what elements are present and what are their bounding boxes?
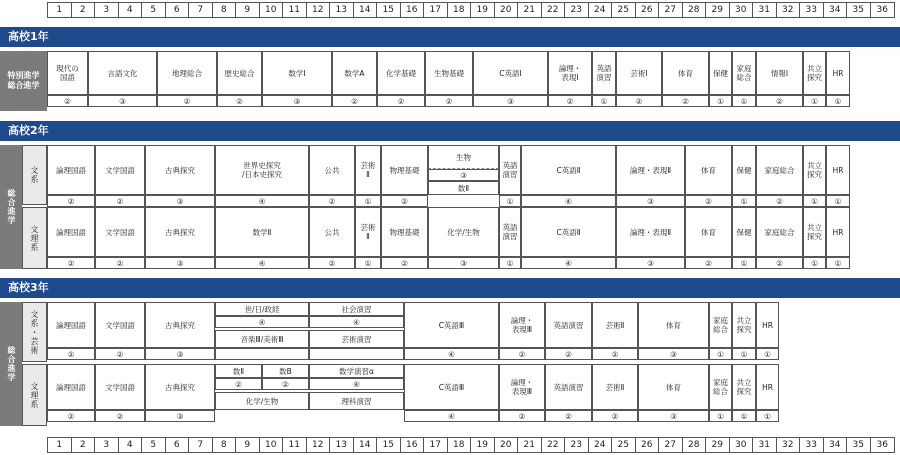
ruler-number: 29 [706,438,730,452]
ruler-number: 26 [636,438,660,452]
subject-cell: 化学基礎 [377,51,425,95]
year3-course-text: 総合進学 [7,346,16,382]
ruler-number: 32 [777,3,801,17]
credit-cell: ① [355,195,381,207]
subject-cell: 芸術Ⅱ [592,364,638,410]
subject-cell: 数学演習α [309,364,404,378]
ruler-number: 31 [753,3,777,17]
subject-cell: 英語演習 [545,302,592,348]
subject-cell: 家庭総合 [756,145,803,195]
ruler-number: 16 [401,438,425,452]
credit-cell: ① [732,410,756,422]
ruler-number: 34 [824,438,848,452]
ruler-number: 25 [612,3,636,17]
subject-cell: HR [756,364,779,410]
ruler-number: 26 [636,3,660,17]
credit-cell: ④ [404,348,499,360]
credit-cell: ③ [638,348,709,360]
credit-cell: ② [756,95,803,107]
ruler-number: 22 [542,3,566,17]
ruler-number: 5 [142,3,166,17]
credit-cell: ④ [521,257,616,269]
ruler-number: 20 [495,3,519,17]
subject-cell: 数学Ⅱ [215,207,309,257]
subject-cell: 体育 [662,51,709,95]
subject-cell: 論理・ 表現Ⅲ [499,302,545,348]
credit-cell: ② [545,348,592,360]
year2-sub-bunrikei [22,207,47,269]
credit-cell: ③ [145,195,215,207]
credit-cell: ② [662,95,709,107]
credit-cell: ② [616,95,662,107]
ruler-number: 12 [307,3,331,17]
subject-cell: 論理・表現Ⅱ [616,207,685,257]
ruler-number: 21 [518,438,542,452]
credit-cell: ① [732,257,756,269]
credit-cell: ④ [521,195,616,207]
subject-cell: 社会演習 [309,302,404,316]
credit-cell: ① [709,410,732,422]
credit-cell: ③ [145,257,215,269]
ruler-number: 30 [730,3,754,17]
subject-cell: 音楽Ⅲ/美術Ⅲ [215,330,309,348]
year1-course-label: 特別進学 総合進学 [0,51,47,111]
credit-cell: ③ [473,95,548,107]
subject-cell: 芸術 Ⅱ [355,145,381,195]
credit-cell: ① [756,410,779,422]
credit-cell: ③ [428,169,499,181]
credit-cell: ② [499,410,545,422]
credit-cell: ② [381,195,428,207]
subject-cell: 共立 探究 [803,207,826,257]
credit-cell: ① [732,95,756,107]
credit-cell: ② [332,95,377,107]
year2-sub-bunkei [22,145,47,205]
subject-cell: 英語演習 [545,364,592,410]
ruler-number: 33 [800,438,824,452]
subject-cell: 生物基礎 [425,51,473,95]
credit-cell: ④ [309,378,404,390]
subject-cell: 論理国語 [47,364,95,410]
ruler-number: 18 [448,438,472,452]
ruler-number: 19 [471,438,495,452]
credit-cell: ② [425,95,473,107]
year3-course-label [0,302,22,426]
ruler-number: 29 [706,3,730,17]
ruler-number: 35 [847,3,871,17]
credit-cell: ① [592,95,616,107]
subject-cell: 体育 [685,145,732,195]
ruler-number: 7 [189,3,213,17]
credit-cell: ② [592,410,638,422]
subject-cell: 文学国語 [95,145,145,195]
ruler-number: 1 [48,438,72,452]
ruler-number: 31 [753,438,777,452]
year2-course-label [0,145,22,269]
year3-sub-bunkei-geijutsu-text: 文系・芸術 [30,309,39,355]
ruler-number: 8 [213,438,237,452]
subject-cell: 数学A [332,51,377,95]
ruler-number: 5 [142,438,166,452]
subject-cell: 共立 探究 [732,302,756,348]
ruler-number: 3 [95,3,119,17]
ruler-number: 34 [824,3,848,17]
subject-cell: 家庭 総合 [709,302,732,348]
ruler-number: 8 [213,3,237,17]
ruler-number: 11 [283,3,307,17]
subject-cell: 公共 [309,207,355,257]
credit-cell: ④ [215,257,309,269]
credit-cell: ② [548,95,592,107]
subject-cell: 古典探究 [145,207,215,257]
credit-cell: ② [47,257,95,269]
ruler-number: 13 [330,438,354,452]
credit-cell: ① [803,257,826,269]
ruler-number: 6 [166,438,190,452]
subject-cell: 物理基礎 [381,207,428,257]
credit-cell: ③ [145,348,215,360]
ruler-number: 33 [800,3,824,17]
year1-banner: 高校1年 [0,27,900,47]
ruler-number: 28 [683,3,707,17]
credit-cell: ③ [616,257,685,269]
ruler-number: 27 [659,438,683,452]
credit-cell: ① [826,195,850,207]
subject-cell: 数Ⅱ [428,181,499,195]
ruler-number: 32 [777,438,801,452]
ruler-number: 15 [377,3,401,17]
subject-cell: 歴史総合 [217,51,262,95]
credit-cell: ② [685,257,732,269]
ruler-number: 4 [119,438,143,452]
subject-cell: 論理・表現Ⅱ [616,145,685,195]
credit-cell: ② [95,348,145,360]
subject-cell: C英語Ⅱ [521,145,616,195]
credit-cell: ② [756,195,803,207]
credit-cell [309,348,404,360]
subject-cell: 現代の 国語 [47,51,88,95]
subject-cell: 古典探究 [145,302,215,348]
credit-cell: ② [309,257,355,269]
ruler-number: 30 [730,438,754,452]
ruler-number: 13 [330,3,354,17]
subject-cell: 地理総合 [157,51,217,95]
ruler-number: 35 [847,438,871,452]
subject-cell: 家庭 総合 [709,364,732,410]
subject-cell: 数Ⅱ [215,364,262,378]
credit-cell: ③ [428,257,499,269]
credit-cell: ① [756,348,779,360]
credit-cell: ② [47,195,95,207]
subject-cell: 英語 演習 [499,145,521,195]
subject-cell: 化学/生物 [428,207,499,257]
subject-cell: 文学国語 [95,302,145,348]
ruler-number: 10 [260,3,284,17]
credit-cell: ② [95,410,145,422]
subject-cell: 芸術Ⅰ [616,51,662,95]
ruler-number: 23 [565,3,589,17]
subject-cell: 言語文化 [88,51,157,95]
credit-cell: ② [217,95,262,107]
subject-cell: 古典探究 [145,364,215,410]
credit-cell: ② [545,410,592,422]
subject-cell: 論理・ 表現Ⅲ [499,364,545,410]
subject-cell: 体育 [685,207,732,257]
subject-cell: 情報Ⅰ [756,51,803,95]
year3-sub-bunkei-geijutsu [22,302,47,362]
ruler-number: 24 [589,438,613,452]
subject-cell: 物理基礎 [381,145,428,195]
credit-cell: ② [381,257,428,269]
subject-cell: 文学国語 [95,207,145,257]
ruler-number: 11 [283,438,307,452]
subject-cell: HR [826,207,850,257]
ruler-number: 20 [495,438,519,452]
subject-cell: 体育 [638,302,709,348]
credit-cell: ② [47,410,95,422]
subject-cell: 家庭総合 [756,207,803,257]
subject-cell: 文学国語 [95,364,145,410]
credit-cell: ① [355,257,381,269]
subject-cell: 芸術Ⅱ [592,302,638,348]
ruler-number: 2 [72,3,96,17]
ruler-number: 14 [354,438,378,452]
subject-cell: 保健 [709,51,732,95]
subject-cell: 数学Ⅰ [262,51,332,95]
credit-cell: ① [732,348,756,360]
ruler-number: 36 [876,5,888,15]
credit-cell: ① [732,195,756,207]
subject-cell: 芸術 Ⅱ [355,207,381,257]
subject-cell: 理科演習 [309,392,404,410]
year3-sub-bunrikei-text: 文理系 [30,381,39,409]
credit-cell: ① [826,95,850,107]
ruler-number: 18 [448,3,472,17]
year2-course-text: 総合進学 [7,189,16,225]
credit-cell: ② [157,95,217,107]
ruler-number: 9 [236,438,260,452]
ruler-number: 14 [354,3,378,17]
credit-cell: ② [499,348,545,360]
credit-cell: ② [47,348,95,360]
ruler-number: 25 [612,438,636,452]
subject-cell: 古典探究 [145,145,215,195]
credit-cell: ① [709,95,732,107]
subject-cell: 共立 探究 [803,145,826,195]
subject-cell: 論理・ 表現Ⅰ [548,51,592,95]
ruler-number: 27 [659,3,683,17]
ruler-number: 16 [401,3,425,17]
subject-cell: 世界史探究 /日本史探究 [215,145,309,195]
credit-cell: ③ [262,95,332,107]
ruler-number: 21 [518,3,542,17]
credit-cell: ② [309,195,355,207]
credit-cell: ② [377,95,425,107]
credit-cell: ③ [145,410,215,422]
year2-sub-bunkei-text: 文系 [30,166,39,184]
credit-cell: ④ [215,316,309,328]
credit-cell: ① [803,95,826,107]
year2-banner: 高校2年 [0,121,900,141]
subject-cell: C英語Ⅰ [473,51,548,95]
subject-cell: 論理国語 [47,145,95,195]
subject-cell: 保健 [732,145,756,195]
credit-cell: ② [262,378,309,390]
ruler-number: 19 [471,3,495,17]
credit-cell: ② [95,257,145,269]
subject-cell: 家庭 総合 [732,51,756,95]
subject-cell: 生物 [428,145,499,169]
ruler-number: 2 [72,438,96,452]
ruler-number: 10 [260,438,284,452]
subject-cell: 共立 探究 [803,51,826,95]
subject-cell: 体育 [638,364,709,410]
ruler-number: 3 [95,438,119,452]
year2-sub-bunrikei-text: 文理系 [30,224,39,252]
credit-cell: ② [95,195,145,207]
credit-cell: ③ [88,95,157,107]
subject-cell: C英語Ⅱ [521,207,616,257]
subject-cell: HR [826,145,850,195]
period-ruler-bottom [47,437,895,453]
ruler-number: 15 [377,438,401,452]
subject-cell: HR [826,51,850,95]
credit-cell: ① [803,195,826,207]
credit-cell: ② [592,348,638,360]
subject-cell: 世/日/政経 [215,302,309,316]
ruler-number: 17 [424,3,448,17]
ruler-number: 22 [542,438,566,452]
subject-cell: 公共 [309,145,355,195]
subject-cell: 英語 演習 [592,51,616,95]
ruler-number: 36 [876,440,888,450]
credit-cell: ④ [215,195,309,207]
ruler-number: 4 [119,3,143,17]
subject-cell: 化学/生物 [215,392,309,410]
ruler-number: 28 [683,438,707,452]
ruler-number: 9 [236,3,260,17]
subject-cell: 論理国語 [47,207,95,257]
subject-cell: 英語 演習 [499,207,521,257]
credit-cell: ① [826,257,850,269]
subject-cell: 保健 [732,207,756,257]
subject-cell: 芸術演習 [309,330,404,348]
subject-cell: 共立 探究 [732,364,756,410]
credit-cell: ② [685,195,732,207]
subject-cell: 数B [262,364,309,378]
subject-cell: C英語Ⅲ [404,302,499,348]
year3-banner: 高校3年 [0,278,900,298]
ruler-number: 24 [589,3,613,17]
credit-cell: ② [215,378,262,390]
ruler-number: 12 [307,438,331,452]
credit-cell: ③ [616,195,685,207]
credit-cell: ④ [309,316,404,328]
credit-cell: ① [499,257,521,269]
ruler-number: 17 [424,438,448,452]
ruler-number: 23 [565,438,589,452]
subject-cell: C英語Ⅲ [404,364,499,410]
period-ruler-top [47,2,895,18]
credit-cell: ③ [638,410,709,422]
year3-sub-bunrikei [22,364,47,426]
ruler-number: 6 [166,3,190,17]
subject-cell: HR [756,302,779,348]
ruler-number: 1 [48,3,72,17]
credit-cell: ① [709,348,732,360]
credit-cell: ④ [404,410,499,422]
credit-cell: ② [47,95,88,107]
subject-cell: 論理国語 [47,302,95,348]
credit-cell [215,348,309,360]
ruler-number: 7 [189,438,213,452]
credit-cell: ① [499,195,521,207]
credit-cell: ② [756,257,803,269]
